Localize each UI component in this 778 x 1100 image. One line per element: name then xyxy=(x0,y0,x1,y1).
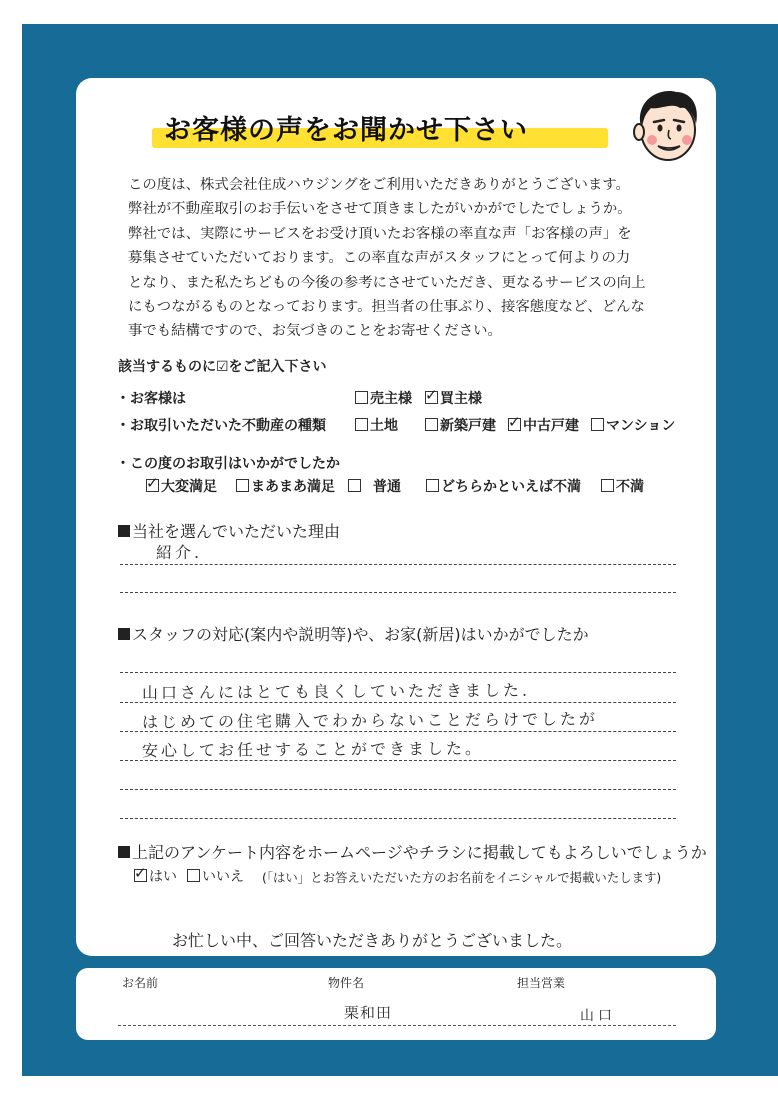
handwritten-reason: 紹介. xyxy=(155,542,203,563)
option-publish-no[interactable]: いいえ xyxy=(187,866,244,886)
checkbox-seller[interactable] xyxy=(355,391,368,404)
footer-card xyxy=(76,968,716,1040)
handwritten-staff: 山口 xyxy=(579,1007,617,1025)
handwritten-staff-line: 山口さんにはとても良くしていただきました. xyxy=(141,680,531,703)
checkbox-used-house[interactable] xyxy=(508,418,521,431)
option-somewhat-satisfied[interactable]: まあまあ満足 xyxy=(236,476,335,496)
answer-line xyxy=(120,731,676,732)
page-title: お客様の声をお聞かせ下さい xyxy=(164,115,528,146)
question-satisfaction: ・この度のお取引はいかがでしたか xyxy=(116,456,340,472)
intro-line: 弊社が不動産取引のお手伝いをさせて頂きましたがいかがでしたでしょうか。 xyxy=(128,201,632,218)
option-used-house[interactable]: ✓ 中古戸建 xyxy=(508,415,579,435)
answer-line xyxy=(120,702,676,703)
section-heading-reason: 当社を選んでいただいた理由 xyxy=(118,519,340,542)
title-block xyxy=(152,106,612,156)
option-somewhat-dissatisfied[interactable]: どちらかといえば不満 xyxy=(426,476,581,496)
intro-line: にもつながるものとなっております。担当者の仕事ぶり、接客態度など、どんな xyxy=(128,299,645,316)
checkbox-publish-yes[interactable] xyxy=(134,869,147,882)
checkbox-land[interactable] xyxy=(355,418,368,431)
section-heading-publish: 上記のアンケート内容をホームページやチラシに掲載してもよろしいでしょうか xyxy=(118,840,707,863)
property-label: 物件名 xyxy=(328,976,365,990)
option-condominium[interactable]: マンション xyxy=(591,415,675,435)
option-buyer[interactable]: ✓ 買主様 xyxy=(425,388,482,408)
answer-line xyxy=(120,818,676,819)
checkbox-condominium[interactable] xyxy=(591,418,604,431)
answer-line xyxy=(120,672,676,673)
question-property-type: ・お取引いただいた不動産の種類 xyxy=(116,418,326,434)
answer-line xyxy=(120,789,676,790)
square-bullet-icon xyxy=(118,628,130,640)
square-bullet-icon xyxy=(118,846,130,858)
answer-line xyxy=(120,760,676,761)
option-very-satisfied[interactable]: ✓大変満足 xyxy=(146,476,217,496)
option-publish-yes[interactable]: ✓はい xyxy=(134,866,177,886)
checkbox-buyer[interactable] xyxy=(425,391,438,404)
option-dissatisfied[interactable]: 不満 xyxy=(601,476,644,496)
answer-line xyxy=(120,564,676,565)
option-new-house[interactable]: 新築戸建 xyxy=(425,415,496,435)
checkbox-new-house[interactable] xyxy=(425,418,438,431)
closing-message: お忙しい中、ご回答いただきありがとうございました。 xyxy=(172,931,573,950)
checkbox-dissatisfied[interactable] xyxy=(601,479,614,492)
checkbox-publish-no[interactable] xyxy=(187,869,200,882)
handwritten-property: 栗和田 xyxy=(343,1003,393,1023)
intro-text xyxy=(128,173,688,344)
option-neutral[interactable]: 普通 xyxy=(348,476,401,496)
option-land[interactable]: 土地 xyxy=(355,415,398,435)
section-heading-staff: スタッフの対応(案内や説明等)や、お家(新居)はいかがでしたか xyxy=(118,622,589,645)
checkbox-instruction: 該当するものに☑をご記入下さい xyxy=(118,359,327,375)
intro-line: この度は、株式会社住成ハウジングをご利用いただきありがとうございます。 xyxy=(128,177,630,193)
name-label: お名前 xyxy=(122,976,159,990)
footer-line xyxy=(118,1025,676,1026)
publish-note: (「はい」とお答えいただいた方のお名前をイニシャルで掲載いたします) xyxy=(262,870,662,885)
question-customer-type: ・お客様は xyxy=(116,391,186,407)
intro-line: 募集させていただいております。この率直な声がスタッフにとって何よりの力 xyxy=(128,250,631,267)
intro-line: 弊社では、実際にサービスをお受け頂いたお客様の率直な声「お客様の声」を xyxy=(128,225,632,242)
answer-line xyxy=(120,592,676,593)
option-seller[interactable]: 売主様 xyxy=(355,388,412,408)
handwritten-staff-line: はじめての住宅購入でわからないことだらけでしたが xyxy=(141,709,599,732)
checkbox-somewhat-dissatisfied[interactable] xyxy=(426,479,439,492)
staff-label: 担当営業 xyxy=(517,976,566,990)
intro-line: 事でも結構ですので、お気づきのことをお寄せください。 xyxy=(128,323,502,340)
square-bullet-icon xyxy=(118,525,130,537)
intro-line: となり、また私たちどもの今後の参考にさせていただき、更なるサービスの向上 xyxy=(128,274,646,291)
checkbox-somewhat-satisfied[interactable] xyxy=(236,479,249,492)
staff-face-icon xyxy=(624,84,708,166)
checkbox-very-satisfied[interactable] xyxy=(146,479,159,492)
checkbox-neutral[interactable] xyxy=(348,479,361,492)
handwritten-staff-line: 安心してお任せすることができました。 xyxy=(141,738,485,761)
